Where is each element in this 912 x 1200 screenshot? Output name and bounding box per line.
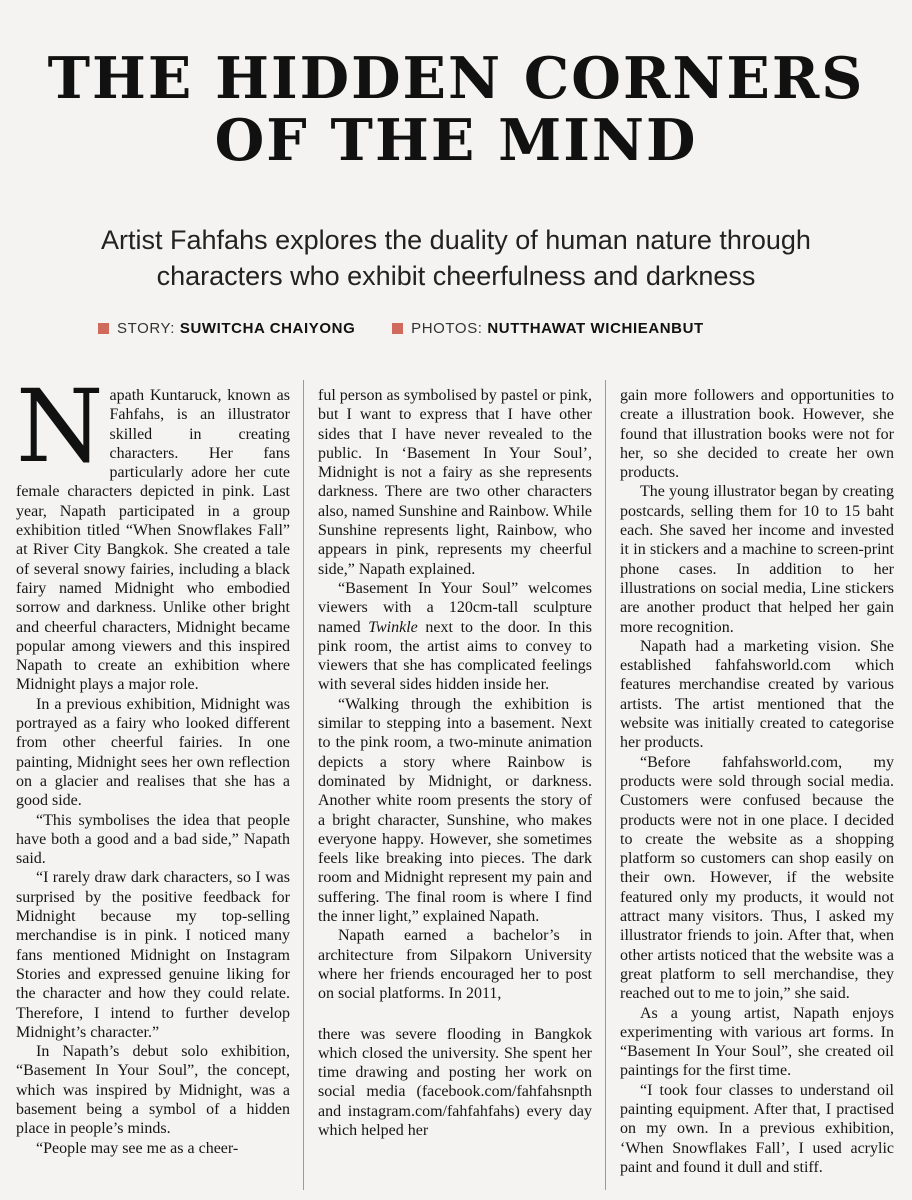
article-column-3: [620, 386, 894, 1198]
paragraph: “This symbolises the idea that people have both a good and a bad side,” Napath said.: [16, 811, 290, 868]
paragraph: In a previous exhibition, Midnight was portrayed as a fairy who looked different from other cheerful fairies. In one painting, Midnight sees her own reflection on a glacier and realises that she has a good side.: [16, 695, 290, 810]
paragraph-text: apath Kuntaruck, known as Fahfahs, is an illustrator skilled in creating characters. Her fans particularly adore her cute female characters depicted in pink. Last year, Napath participated in a group exhibition titled “When Snowflakes Fall” at River City Bangkok. She created a tale of several snowy fairies, including a black fairy named Midnight who embodied sorrow and darkness. Unlike other bright and cheerful characters, Midnight became popular among viewers and this inspired Napath to create an exhibition where Midnight plays a major role.: [16, 387, 290, 694]
photos-square-icon: [392, 323, 403, 334]
paragraph: [16, 386, 290, 695]
story-square-icon: [98, 323, 109, 334]
photos-credit: [392, 318, 704, 340]
story-label: STORY:: [117, 320, 176, 337]
headline-line-2: OF THE MIND: [214, 107, 698, 174]
subheadline-line-1: Artist Fahfahs explores the duality of human nature through: [101, 225, 811, 255]
article-column-2: [318, 386, 592, 1198]
paragraph: “People may see me as a cheer-: [36, 1139, 239, 1157]
photos-label: PHOTOS:: [411, 320, 483, 337]
story-author: SUWITCHA CHAIYONG: [179, 320, 356, 337]
article-column-1: [16, 386, 290, 1198]
byline: [98, 318, 736, 340]
paragraph: gain more followers and opportunities to create a illustration book. However, she found that illustration books were not for her, so she decided to create her own products.: [620, 387, 894, 482]
paragraph: “I took four classes to understand oil painting equipment. After that, I practised on my own. In a previous exhibition, ‘When Snowflakes Fall’, I used acrylic paint and found it dull and stiff.: [620, 1081, 894, 1176]
subheadline-line-2: characters who exhibit cheerfulness and darkness: [156, 261, 756, 291]
paragraph: ful person as symbolised by pastel or pink, but I want to express that I have other sides that I have never revealed to the public. In ‘Basement In Your Soul’, Midnight is not a fairy as she represents darkness. There are two other characters also, named Sunshine and Rainbow. While Sunshine represents light, Rainbow, who appears in pink, represents my cheerful side,” Napath explained.: [318, 387, 592, 578]
sculpture-name: Twinkle: [368, 618, 418, 636]
paragraph: In Napath’s debut solo exhibition, “Basement In Your Soul”, the concept, which was inspired by Midnight, was a basement being a symbol of a hidden place in people’s minds.: [16, 1043, 290, 1138]
paragraph: “I rarely draw dark characters, so I was surprised by the positive feedback for Midnight because my top-selling merchandise is in pink. I noticed many fans mentioned Midnight on Instagram Stories and expressed genuine liking for the character and how they could relate. Therefore, I intend to further develop Midnight’s character.”: [16, 869, 290, 1041]
headline: [0, 45, 912, 174]
paragraph: “Before fahfahsworld.com, my products were sold through social media. Customers were confused because the products were not in one place. I decided to create the website as a shopping platform so customers can shop easily on their own. However, if the website featured only my products, it would not attract many visitors. Thus, I asked my illustrator friends to join. After that, when other artists noticed that the website was a great platform to sell merchandise, they reached out to me to join,” she said.: [620, 753, 894, 1003]
paragraph: The young illustrator began by creating postcards, selling them for 10 to 15 baht each. She saved her income and invested it in stickers and a machine to screen-print phone cases. In addition to her illustrations on social media, Line stickers are another product that helped her gain more recognition.: [620, 483, 894, 636]
subheadline: [0, 222, 912, 294]
paragraph: [318, 579, 592, 695]
paragraph-text: next to the door. In this pink room, the artist aims to convey to viewers that she has complicated feelings with several sides hidden inside her.: [318, 618, 592, 694]
photos-author: NUTTHAWAT WICHIEANBUT: [487, 320, 704, 337]
story-credit: [98, 318, 355, 340]
column-divider-1: [303, 380, 304, 1190]
column-divider-2: [605, 380, 606, 1190]
drop-cap: N: [16, 386, 104, 485]
paragraph: Napath earned a bachelor’s in architecture from Silpakorn University where her friends encouraged her to post on social platforms. In 2011,: [318, 927, 592, 1003]
paragraph: As a young artist, Napath enjoys experimenting with various art forms. In “Basement In Your Soul”, she created oil paintings for the first time.: [620, 1004, 894, 1080]
paragraph: Napath had a marketing vision. She established fahfahsworld.com which features merchandise created by various artists. The artist mentioned that the website was initially created to categorise her products.: [620, 637, 894, 752]
headline-line-1: THE HIDDEN CORNERS: [47, 45, 865, 112]
paragraph: “Walking through the exhibition is similar to stepping into a basement. Next to the pink room, a two-minute animation depicts a story where Rainbow is dominated by Midnight, or darkness. Another white room presents the story of a bright character, Sunshine, who makes everyone happy. However, she sometimes feels like breaking into pieces. The dark room and Midnight represent my pain and suffering. The final room is where I find the inner light,” explained Napath.: [318, 695, 592, 926]
paragraph: there was severe flooding in Bangkok which closed the university. She spent her time drawing and posting her work on social media (facebook.com/fahfahsnpth and instagram.com/fahfahfahs) every day which helped her: [318, 1025, 592, 1139]
paragraph-text: “Basement In Your Soul” welcomes viewers with a 120cm-tall sculpture named: [318, 579, 592, 636]
